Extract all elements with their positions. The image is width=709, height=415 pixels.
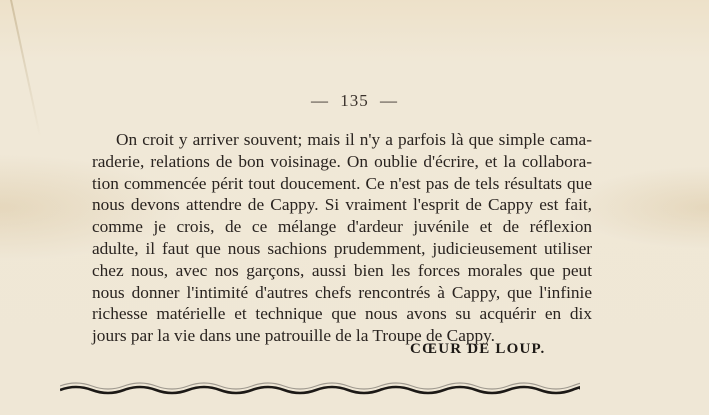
page-number-header (0, 91, 709, 111)
page-number: 135 (340, 91, 369, 110)
text-line: raderie, relations de bon voisinage. On oublie d'écrire, et la collabora- (92, 151, 592, 171)
body-paragraph (92, 129, 592, 347)
text-line: jours par la vie dans une patrouille de la Troupe de Cappy. (92, 326, 495, 346)
text-line: chez nous, avec nos garçons, aussi bien les forces morales que peut (92, 260, 592, 280)
page-number-dash-right: — (380, 91, 398, 110)
text-line: tion commencée périt tout doucement. Ce n'est pas de tels résultats que (92, 173, 592, 193)
paper-fold-crease (10, 0, 41, 137)
text-line: nous donner l'intimité d'autres chefs rencontrés à Cappy, que l'infinie (92, 282, 592, 302)
page-number-dash-left: — (311, 91, 329, 110)
text-line: On croit y arriver souvent; mais il n'y a parfois là que simple cama- (116, 130, 592, 149)
text-line: comme je crois, de ce mélange d'ardeur juvénile et de réflexion (92, 217, 592, 237)
text-line: nous devons attendre de Cappy. Si vraiment l'esprit de Cappy est fait, (92, 195, 592, 215)
author-signature: CŒUR DE LOUP. (410, 341, 546, 357)
text-line: richesse matérielle et technique que nous avons su acquérir en dix (92, 304, 592, 324)
text-line: adulte, il faut que nous sachions prudemment, judicieusement utiliser (92, 238, 592, 258)
wavy-rule-ornament (60, 380, 580, 396)
